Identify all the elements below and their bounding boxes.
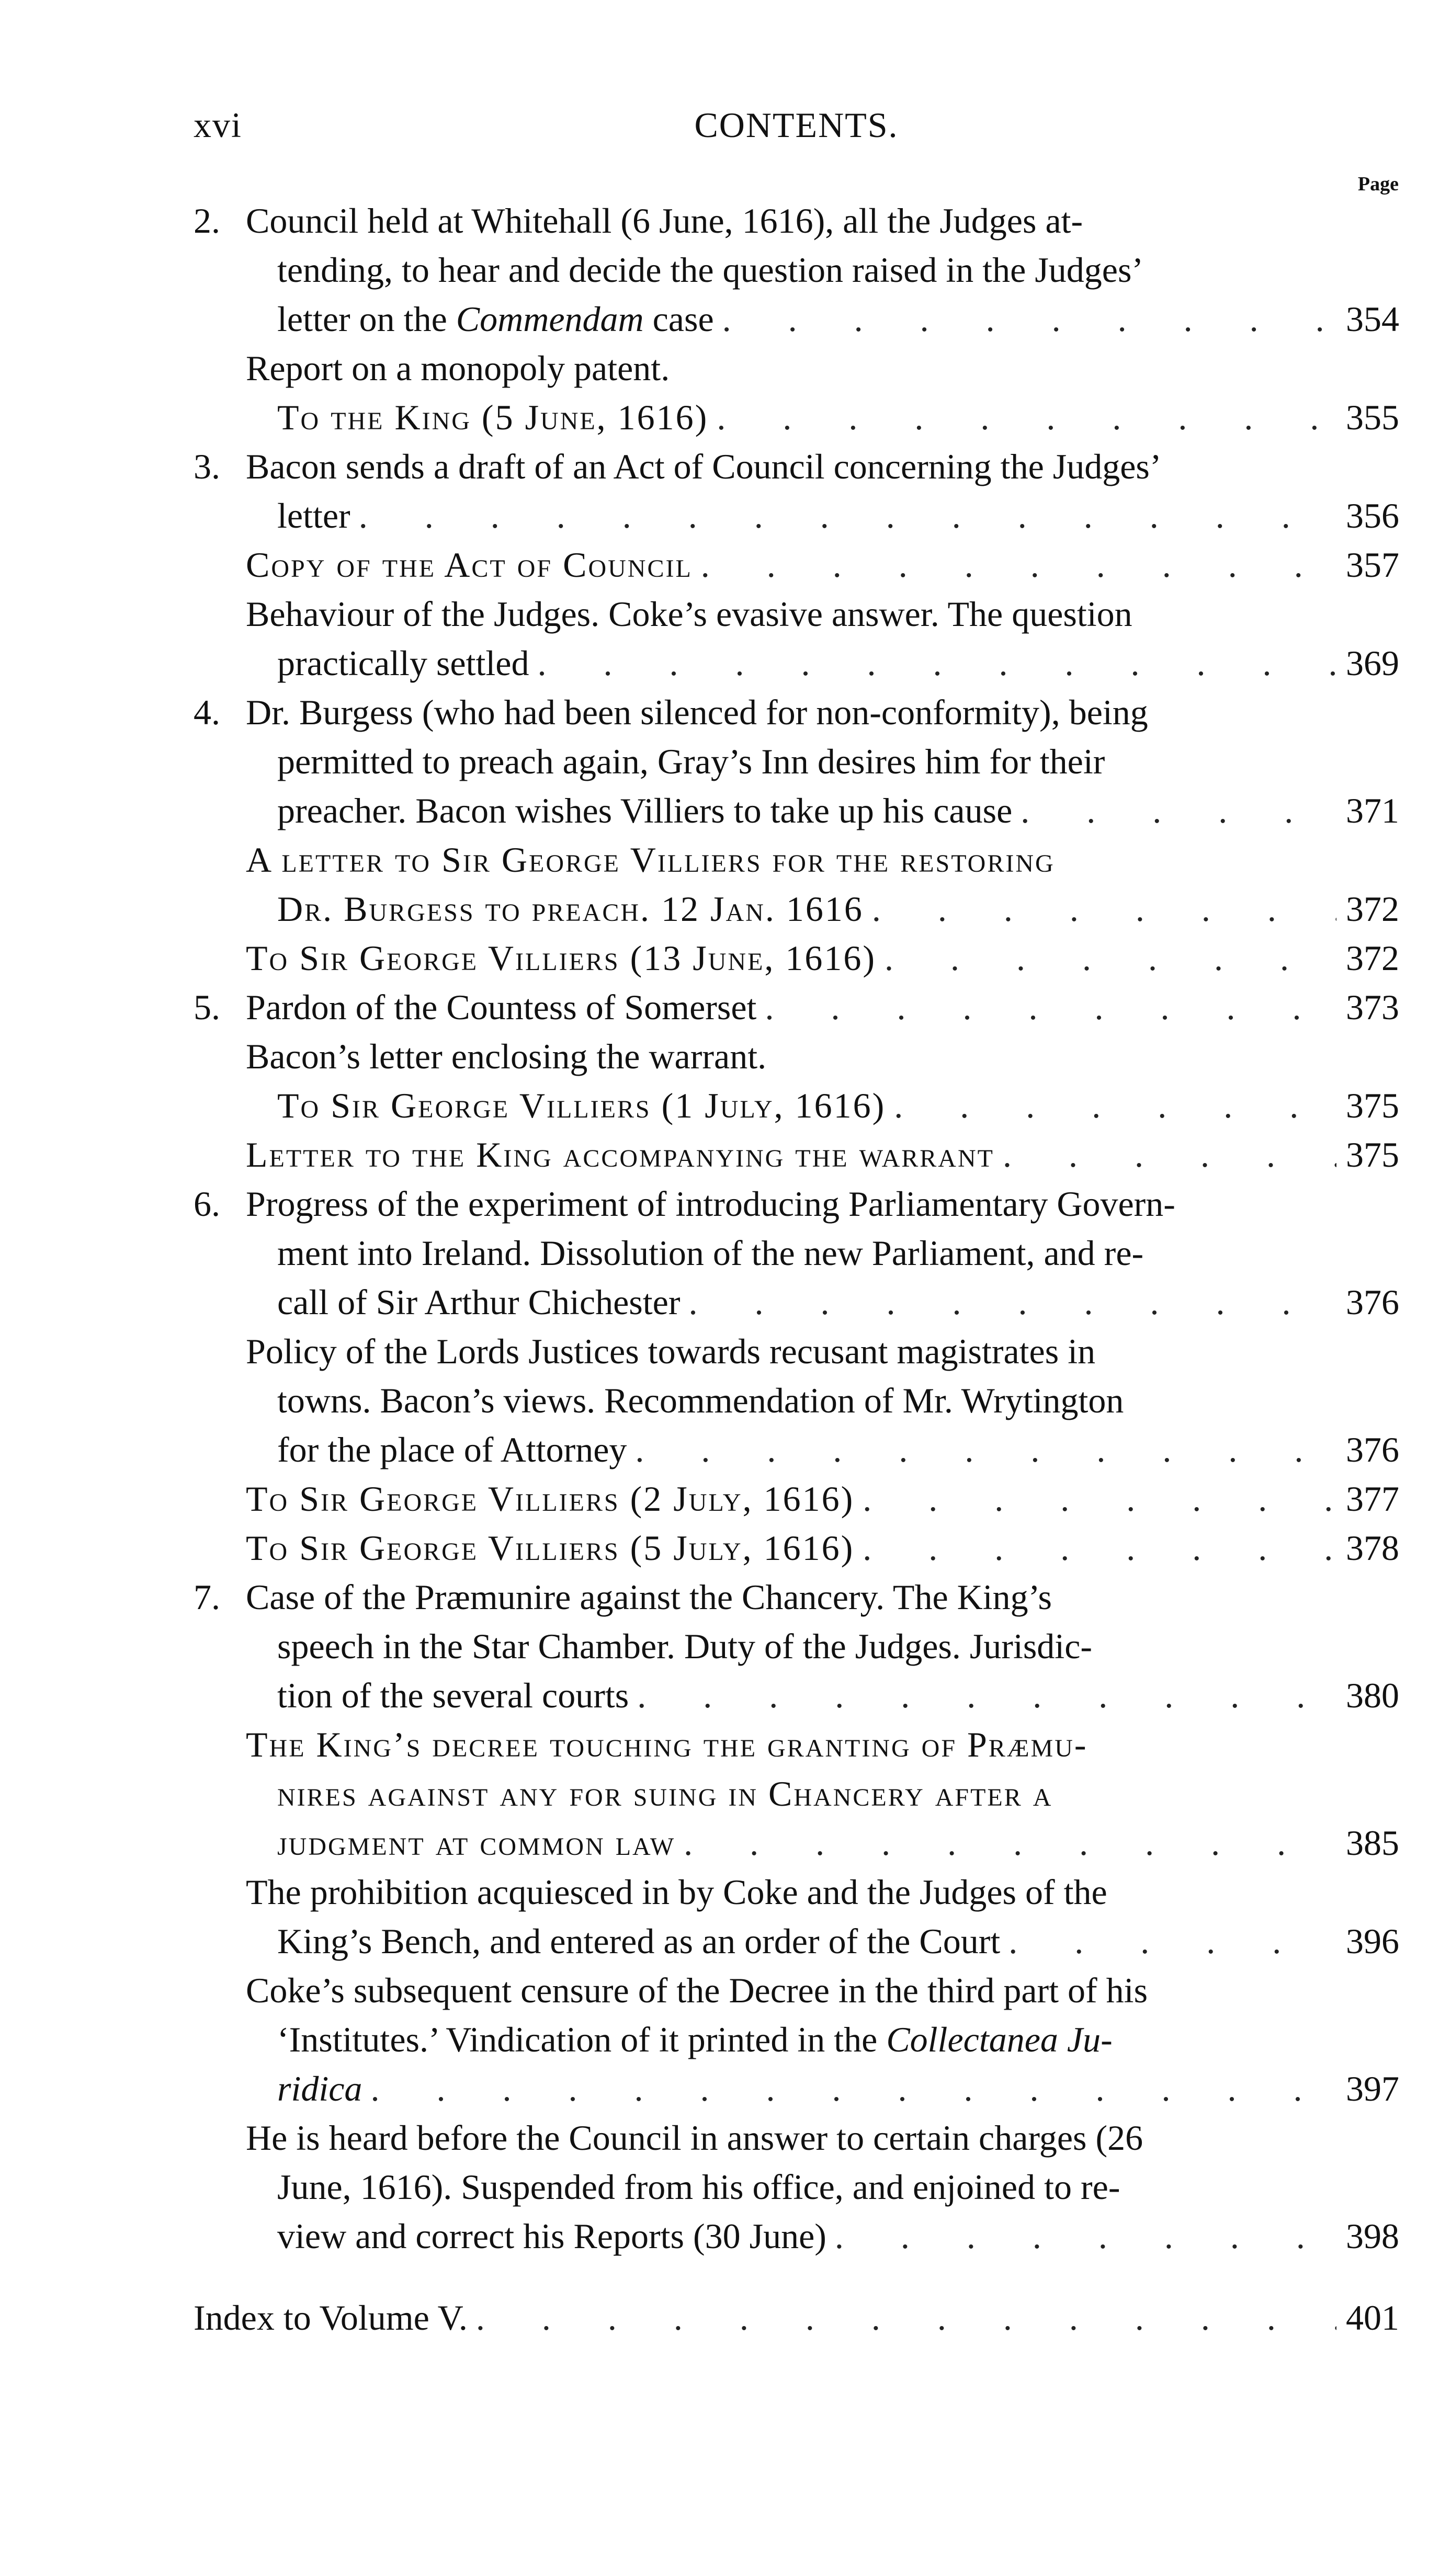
toc-entry [194,1867,1399,1966]
line-text: Progress of the experiment of introducing Parliamentary Govern- [246,1184,1175,1224]
toc-entry [194,196,1399,344]
toc-line-text [277,2064,362,2113]
entry-number: 6. [194,1184,220,1224]
toc-line [246,344,1399,393]
toc-line-text [277,1769,1052,1818]
page-number: 372 [1346,889,1399,929]
small-caps-title: To the King (5 June, 1616) [277,397,709,437]
toc-line [246,933,1399,983]
toc-line-text [246,835,1055,884]
line-text: permitted to preach again, Gray’s Inn desires him for their [277,742,1105,781]
toc-line [246,1474,1399,1523]
toc-line [246,442,1399,491]
toc-line-text [277,1671,629,1720]
toc-entry [194,2113,1399,2261]
page-number: 371 [1346,791,1399,830]
toc-entry [194,1179,1399,1327]
dot-leader [1000,1917,1336,1966]
dot-leader [876,933,1336,983]
line-text: preacher. Bacon wishes Villiers to take up his cause [277,791,1013,830]
page-column-label: Page [1357,173,1399,195]
toc-line [246,835,1399,884]
page-number: 378 [1346,1528,1399,1568]
toc-line [246,983,1399,1032]
line-text: ‘Institutes.’ Vindication of it printed in the [277,2020,887,2059]
toc-line-text [277,884,864,933]
entry-number: 7. [194,1577,220,1617]
toc-line [246,1228,1399,1278]
page-number: 376 [1346,1430,1399,1469]
page-number: 385 [1346,1823,1399,1863]
toc-line [246,688,1399,737]
toc-line [246,1278,1399,1327]
toc-line-text [277,1228,1143,1278]
line-text: Council held at Whitehall (6 June, 1616), all the Judges at- [246,201,1083,241]
page-number: 373 [1346,987,1399,1027]
toc-line-text [246,933,876,983]
line-text: speech in the Star Chamber. Duty of the Judges. Jurisdic- [277,1626,1093,1666]
page-number: 355 [1346,397,1399,437]
entry-number: 2. [194,201,220,241]
toc-line [246,884,1399,933]
toc-line [246,1081,1399,1130]
toc-line [246,1032,1399,1081]
toc-line-text [246,2113,1143,2162]
toc-entry [194,835,1399,933]
toc-line [246,1966,1399,2015]
running-header [194,105,1399,157]
toc-line-text [277,245,1143,294]
toc-line [246,294,1399,344]
spacer [194,2261,1399,2293]
page-number: 369 [1346,643,1399,683]
small-caps-title: A letter to Sir George Villiers for the restoring [246,840,1055,880]
page-number: 376 [1346,1282,1399,1322]
toc-line-text [246,688,1148,737]
small-caps-title: nires against any for suing in Chancery after a [277,1774,1053,1814]
toc-line [246,196,1399,245]
toc-line-text [246,1572,1052,1622]
line-text: June, 1616). Suspended from his office, and enjoined to re- [277,2167,1120,2207]
toc-line-text [246,589,1132,639]
toc-line-text [277,491,350,540]
dot-leader [854,1474,1336,1523]
toc-line [246,1572,1399,1622]
entry-number: 5. [194,987,220,1027]
toc-line [246,1523,1399,1572]
toc-entry [194,983,1399,1032]
toc-line-text [277,2212,826,2261]
italic-text: Collectanea Ju- [886,2020,1113,2059]
line-text: He is heard before the Council in answer to certain charges (26 [246,2118,1143,2158]
line-text: Policy of the Lords Justices towards recusant magistrates in [246,1331,1096,1371]
dot-leader [693,540,1336,589]
small-caps-title: The King’s decree touching the granting of Præmu- [246,1725,1088,1764]
toc-line-text [246,1720,1088,1769]
line-text: Pardon of the Countess of Somerset [246,987,757,1027]
index-title: Index to Volume V. [194,2298,468,2338]
toc-line-text [277,1425,627,1474]
toc-line [246,1917,1399,1966]
toc-line [246,1376,1399,1425]
toc-line-text [277,1278,680,1327]
line-text: view and correct his Reports (30 June) [277,2216,826,2256]
italic-text: Commendam [456,299,644,339]
dot-leader [680,1278,1336,1327]
toc-entry [194,688,1399,835]
toc-line [246,1622,1399,1671]
toc-entry [194,1032,1399,1130]
page-number: 375 [1346,1135,1399,1175]
page-number: 396 [1346,1921,1399,1961]
toc-line-text [277,1081,886,1130]
dot-leader [529,639,1336,688]
toc-line-text [246,983,756,1032]
toc-line [246,1425,1399,1474]
small-caps-title: To Sir George Villiers (13 June, 1616) [246,938,877,978]
toc-line-text [246,344,670,393]
toc-line [246,540,1399,589]
line-text: Dr. Burgess (who had been silenced for non-conformity), being [246,692,1148,732]
dot-leader [362,2064,1336,2113]
toc-line [246,1179,1399,1228]
toc-line [246,786,1399,835]
toc-line [246,2113,1399,2162]
toc-line [246,1720,1399,1769]
line-text: Bacon sends a draft of an Act of Council concerning the Judges’ [246,447,1162,486]
line-text: ment into Ireland. Dissolution of the new Parliament, and re- [277,1233,1144,1273]
toc-line-text [246,196,1083,245]
line-text: tending, to hear and decide the question raised in the Judges’ [277,250,1144,290]
toc-line-text [277,737,1105,786]
dot-leader [994,1130,1336,1179]
toc-line-text [277,2015,1113,2064]
toc-line-text [246,1032,766,1081]
page-number: 357 [1346,545,1399,585]
italic-text: ridica [277,2069,362,2108]
page-number: 398 [1346,2216,1399,2256]
toc-line-text [277,393,708,442]
toc-entry [194,1572,1399,1720]
line-text: case [643,299,714,339]
toc-line [246,1867,1399,1917]
dot-leader [675,1818,1336,1867]
toc-line [246,1818,1399,1867]
toc-line [246,639,1399,688]
line-text: The prohibition acquiesced in by Coke and the Judges of the [246,1872,1107,1912]
line-text: letter [277,496,350,535]
dot-leader [886,1081,1336,1130]
line-text: for the place of Attorney [277,1430,627,1469]
toc-line [246,1130,1399,1179]
page-number: 377 [1346,1479,1399,1519]
line-text: tion of the several courts [277,1675,629,1715]
toc-line-text [246,1130,994,1179]
toc-line [246,2064,1399,2113]
table-of-contents [194,196,1399,2342]
line-text: call of Sir Arthur Chichester [277,1282,681,1322]
toc-line-text [277,1818,675,1867]
toc-entry [194,1523,1399,1572]
line-text: towns. Bacon’s views. Recommendation of Mr. Wrytington [277,1381,1124,1420]
page-number: 397 [1346,2069,1399,2108]
toc-line [246,2015,1399,2064]
toc-entry [194,589,1399,688]
toc-line-text [277,1917,1000,1966]
toc-line [246,2162,1399,2212]
page-number: 401 [1346,2298,1399,2338]
small-caps-title: To Sir George Villiers (1 July, 1616) [277,1086,886,1125]
page-title: CONTENTS. [694,105,899,145]
toc-line [246,737,1399,786]
toc-line [246,1327,1399,1376]
line-text: Report on a monopoly patent. [246,348,670,388]
toc-line-text [277,639,529,688]
toc-entry [194,1327,1399,1474]
dot-leader [1012,786,1336,835]
page-number: 380 [1346,1675,1399,1715]
dot-leader [854,1523,1336,1572]
dot-leader [714,294,1336,344]
dot-leader [627,1425,1336,1474]
dot-leader [864,884,1336,933]
page-number: 372 [1346,938,1399,978]
page-folio: xvi [194,105,242,145]
toc-line-text [246,442,1162,491]
line-text: practically settled [277,643,529,683]
entry-number: 3. [194,447,220,486]
small-caps-title: judgment at common law [277,1823,676,1863]
toc-line-text [277,294,714,344]
dot-leader [826,2212,1336,2261]
line-text: Behaviour of the Judges. Coke’s evasive answer. The question [246,594,1132,634]
toc-line [246,1671,1399,1720]
toc-line [246,491,1399,540]
toc-entry [194,344,1399,442]
page-number: 356 [1346,496,1399,535]
toc-entry [194,442,1399,540]
dot-leader [350,491,1336,540]
toc-line-text [277,1622,1092,1671]
dot-leader [468,2293,1336,2342]
toc-entry [194,1720,1399,1867]
page-number: 375 [1346,1086,1399,1125]
toc-line-text [246,1474,854,1523]
line-text: Bacon’s letter enclosing the warrant. [246,1036,767,1076]
line-text: Case of the Præmunire against the Chancery. The King’s [246,1577,1052,1617]
dot-leader [629,1671,1336,1720]
toc-line [246,589,1399,639]
toc-entry [194,1966,1399,2113]
dot-leader [708,393,1336,442]
toc-line-text [246,1867,1107,1917]
page-number: 354 [1346,299,1399,339]
toc-entry [194,540,1399,589]
toc-entry [194,1474,1399,1523]
toc-line [246,245,1399,294]
toc-line-text [277,1376,1124,1425]
small-caps-title: To Sir George Villiers (2 July, 1616) [246,1479,855,1519]
toc-line-text [246,1523,854,1572]
toc-line [246,2212,1399,2261]
small-caps-title: Letter to the King accompanying the warrant [246,1135,994,1175]
index-line [194,2293,1399,2342]
line-text: King’s Bench, and entered as an order of the Court [277,1921,1001,1961]
entry-number: 4. [194,692,220,732]
toc-entry [194,1130,1399,1179]
line-text: Coke’s subsequent censure of the Decree in the third part of his [246,1970,1148,2010]
toc-entry [194,933,1399,983]
toc-line-text [246,1179,1175,1228]
toc-line [246,393,1399,442]
toc-line-text [277,2162,1120,2212]
toc-line [246,1769,1399,1818]
toc-line-text [246,1327,1095,1376]
small-caps-title: Copy of the Act of Council [246,545,693,585]
small-caps-title: To Sir George Villiers (5 July, 1616) [246,1528,855,1568]
toc-line-text [246,1966,1148,2015]
toc-line-text [246,540,693,589]
dot-leader [756,983,1336,1032]
line-text: letter on the [277,299,456,339]
small-caps-title: Dr. Burgess to preach. 12 Jan. 1616 [277,889,864,929]
toc-line-text [277,786,1012,835]
